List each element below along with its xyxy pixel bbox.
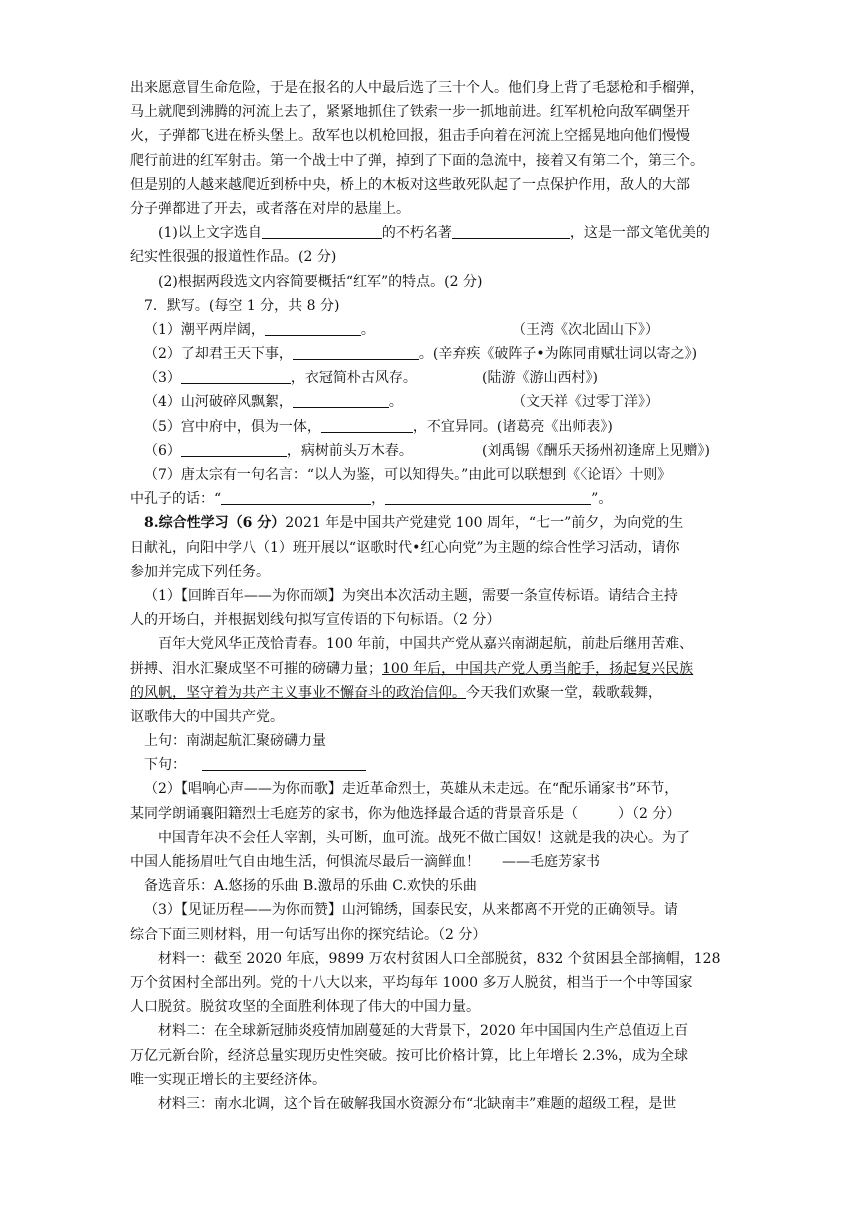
host-speech: 讴歌伟大的中国共产党。 xyxy=(130,708,284,725)
material-2: 材料二：在全球新冠肺炎疫情加剧蔓延的大背景下，2020 年中国国内生产总值迈上百 xyxy=(158,1023,689,1040)
host-speech: 百年大党风华正茂恰青春。100 年前，中国共产党从嘉兴南湖起航，前赴后继用苦难、 xyxy=(158,636,694,653)
material-2: 万亿元新台阶，经济总量实现历史性突破。按可比价格计算，比上年增长 2.3%，成为全球 xyxy=(130,1047,689,1064)
material-2: 唯一实现正增长的主要经济体。 xyxy=(130,1071,326,1088)
material-3: 材料三：南水北调，这个旨在破解我国水资源分布“北缺南丰”难题的超级工程，是世 xyxy=(158,1095,677,1112)
passage-line: 但是别的人越来越爬近到桥中央，桥上的木板对这些敢死队起了一点保护作用，敌人的大部 xyxy=(130,176,690,193)
answer-blank[interactable] xyxy=(293,391,389,408)
answer-blank[interactable] xyxy=(265,319,361,336)
document-page xyxy=(130,76,738,1116)
passage-line: 分子弹都进了开去，或者落在对岸的悬崖上。 xyxy=(130,200,410,217)
question-8-intro: 8.综合性学习（6 分）2021 年是中国共产党建党 100 周年，“七一”前夕，为向党的生 xyxy=(144,515,684,532)
recitation-item-6: （6） ，病树前头万木春。 (刘禹锡《酬乐天扬州初逢席上见赠》) xyxy=(130,439,738,463)
answer-blank-slogan[interactable] xyxy=(202,754,366,771)
recitation-item-5: （5）宫中府中，俱为一体， ，不宜异同。(诸葛亮《出师表》) xyxy=(130,415,738,439)
recitation-item-3: （3） ，衣冠简朴古风存。 (陆游《游山西村》) xyxy=(130,366,738,390)
lower-line: 下句： xyxy=(130,753,738,777)
recitation-item-7-cont: 中孔子的话：“ ， ”。 xyxy=(130,487,738,511)
underlined-sentence: 100 年后，中国共产党人勇当舵手，扬起复兴民族 xyxy=(382,660,694,677)
task-3: （3）【见证历程——为你而赞】山河锦绣，国泰民安，从来都离不开党的正确领导。请 xyxy=(144,902,678,919)
answer-blank[interactable] xyxy=(221,488,371,505)
task-2: （2）【唱响心声——为你而歌】走近革命烈士，英雄从未走远。在“配乐诵家书”环节， xyxy=(144,781,679,798)
question-7-heading: 7．默写。(每空 1 分，共 8 分) xyxy=(144,297,340,314)
answer-blank[interactable] xyxy=(293,343,419,360)
answer-blank-author[interactable] xyxy=(262,222,382,239)
material-1: 人口脱贫。脱贫攻坚的全面胜利体现了伟大的中国力量。 xyxy=(130,999,480,1016)
family-letter: 中国青年决不会任人宰割，头可断，血可流。战死不做亡国奴！这就是我的决心。为了 xyxy=(158,829,690,846)
recitation-item-1: （1）潮平两岸阔， 。 （王湾《次北固山下》） xyxy=(130,318,738,342)
answer-blank[interactable] xyxy=(181,440,287,457)
underlined-sentence: 的风帆，坚守着为共产主义事业不懈奋斗的政治信仰。 xyxy=(130,684,466,701)
host-speech: 拼搏、泪水汇聚成坚不可摧的磅礴力量；100 年后，中国共产党人勇当舵手，扬起复兴民族 xyxy=(130,660,694,677)
passage-line: 爬行前进的红军射击。第一个战士中了弹，掉到了下面的急流中，接着又有第二个，第三个。 xyxy=(130,152,704,169)
family-letter: 中国人能扬眉吐气自由地生活，何惧流尽最后一滴鲜血！ ——毛庭芳家书 xyxy=(130,854,600,870)
answer-blank[interactable] xyxy=(321,416,413,433)
upper-line: 上句：南湖起航汇聚磅礴力量 xyxy=(144,733,326,750)
music-options: 备选音乐：A.悠扬的乐曲 B.激昂的乐曲 C.欢快的乐曲 xyxy=(144,878,477,895)
question-6-1-cont: 纪实性很强的报道性作品。(2 分) xyxy=(130,249,337,266)
task-3-cont: 综合下面三则材料，用一句话写出你的探究结论。（2 分） xyxy=(130,926,487,943)
task-1: （1）【回眸百年——为你而颂】为突出本次活动主题，需要一条宣传标语。请结合主持 xyxy=(144,587,678,604)
passage-line: 火，子弹都飞进在桥头堡上。敌军也以机枪回报，狙击手向着在河流上空摇晃地向他们慢慢 xyxy=(130,128,690,145)
question-8-intro-cont: 日献礼，向阳中学八（1）班开展以“讴歌时代•红心向党”为主题的综合性学习活动，请你 xyxy=(130,539,680,556)
answer-blank[interactable] xyxy=(385,488,591,505)
material-1: 材料一：截至 2020 年底，9899 万农村贫困人口全部脱贫，832 个贫困县全部摘帽，128 xyxy=(158,950,721,967)
answer-blank-book[interactable] xyxy=(452,222,570,239)
question-6-2: (2)根据两段选文内容简要概括“红军”的特点。(2 分) xyxy=(158,273,483,290)
task-1-cont: 人的开场白，并根据划线句拟写宣传语的下句标语。（2 分） xyxy=(130,612,501,629)
question-8-title: 8.综合性学习（6 分） xyxy=(144,515,286,532)
host-speech: 的风帆，坚守着为共产主义事业不懈奋斗的政治信仰。今天我们欢聚一堂，载歌载舞， xyxy=(130,684,662,701)
answer-blank[interactable] xyxy=(181,367,291,384)
task-2-cont: 某同学朗诵襄阳籍烈士毛庭芳的家书，你为他选择最合适的背景音乐是（ ）（2 分） xyxy=(130,805,681,822)
recitation-item-7: （7）唐太宗有一句名言：“以人为鉴，可以知得失。”由此可以联想到《〈论语〉十则》 xyxy=(144,467,672,483)
question-6-1: (1)以上文字选自 的不朽名著 ，这是一部文笔优美的 xyxy=(130,221,738,245)
passage-line: 马上就爬到沸腾的河流上去了，紧紧地抓住了铁索一步一抓地前进。红军机枪向敌军碉堡开 xyxy=(130,104,690,121)
recitation-item-4: （4）山河破碎风飘絮， 。 （文天祥《过零丁洋》） xyxy=(130,390,738,414)
passage-line: 出来愿意冒生命危险，于是在报名的人中最后选了三十个人。他们身上背了毛瑟枪和手榴弹， xyxy=(130,80,704,96)
recitation-item-2: （2）了却君王天下事， 。(辛弃疾《破阵子•为陈同甫赋壮词以寄之》) xyxy=(130,342,738,366)
question-8-intro-cont: 参加并完成下列任务。 xyxy=(130,563,270,580)
material-1: 万个贫困村全部出列。党的十八大以来，平均每年 1000 多万人脱贫，相当于一个中等国家 xyxy=(130,974,693,991)
